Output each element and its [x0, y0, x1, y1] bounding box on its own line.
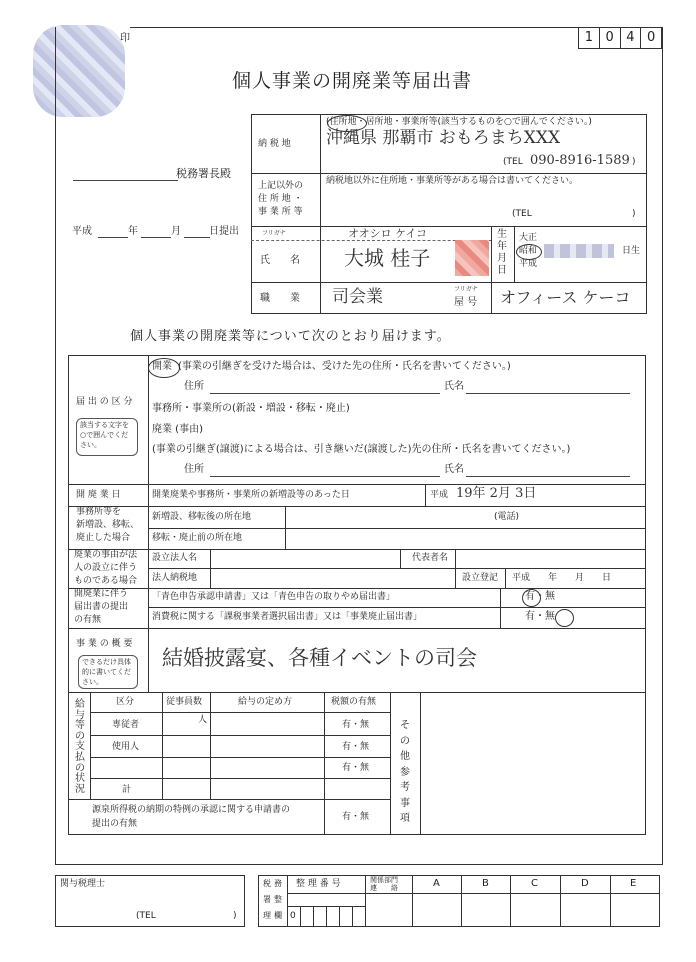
yago-value: オフィース ケーコ [500, 288, 631, 307]
gaiyo-note: できるだけ具体 [82, 658, 131, 666]
submit-year: 年 [128, 226, 138, 237]
job-label: 職 業 [260, 293, 300, 304]
era-showa: 昭和 [519, 246, 538, 256]
name-value: 大城 桂子 [344, 246, 431, 270]
kubun-note: さい。 [80, 441, 101, 449]
teishutsu-label: 開廃業に伴う [74, 589, 129, 599]
kyuyo-char: の [75, 762, 85, 774]
furigana-value: オオシロ ケイコ [348, 227, 427, 240]
kaigyo-label: 開業 [152, 361, 172, 372]
kyuyo-col-kubun: 区分 [116, 697, 135, 707]
sonota-char: 考 [400, 782, 410, 793]
kyuyo-row-senju: 専従者 [112, 720, 140, 730]
submit-day: 日提出 [209, 226, 239, 237]
kyuyo-umu-2: 有・無 [342, 742, 370, 752]
sonota-char: の [400, 735, 410, 747]
zeimu-label: 欄 [274, 911, 282, 920]
mu-circle [555, 609, 574, 627]
setsuritsu-date: 平成 年 月 日 [512, 573, 612, 583]
kyuyo-char: 支 [75, 741, 85, 753]
denwa-label: (電話) [494, 512, 520, 522]
col-b: B [482, 878, 489, 889]
kyuyo-char: 況 [75, 783, 85, 795]
job-value: 司会業 [332, 287, 383, 307]
gaiyo-note: 的に書いてくだ [82, 668, 131, 676]
birth-suffix: 日生 [622, 246, 641, 256]
sonota-char: 参 [400, 766, 410, 778]
jigyosho-text: 事務所・事業所の(新設・増設・移転・廃止) [152, 403, 350, 414]
kyuyo-col-method: 給与の定め方 [238, 697, 293, 707]
kyuyo-char: 給 [75, 699, 85, 710]
kaihai-era: 平成 [430, 490, 449, 500]
iten-label: 移転・廃止前の所在地 [152, 533, 243, 543]
nozei-label: 納 税 地 [258, 139, 291, 149]
yu-circle [522, 589, 541, 607]
gensen-text: 提出の有無 [92, 819, 138, 829]
yago-furigana: フリガナ [454, 286, 478, 293]
kaigyo-note: (事業の引継ぎを受けた場合は、受けた先の住所・氏名を書いてください。) [178, 361, 511, 372]
kyuyo-label [72, 700, 88, 796]
teishutsu-label: 届出書の提出 [74, 602, 129, 612]
form-title: 個人事業の開廃業等届出書 [232, 70, 473, 92]
shozai-label: 廃止した場合 [76, 533, 131, 543]
kyuyo-char: の [75, 730, 85, 742]
kubun-label: 届 出 の 区 分 [76, 397, 133, 407]
kyuyo-char: 状 [75, 773, 85, 785]
shimei-label-1: 氏名 [444, 381, 464, 392]
kankei-label: 連 絡 [370, 884, 398, 892]
other-label-3: 事 業 所 等 [258, 207, 303, 217]
col-a: A [433, 878, 440, 889]
haigyo-note: (事業の引継ぎ(譲渡)による場合は、引き継いだ(譲渡した)先の住所・氏名を書いてください。) [152, 444, 571, 455]
hojin-nozei-label: 法人納税地 [152, 573, 198, 583]
address-value: 沖縄県 那覇市 おもろまちXXX [326, 128, 561, 148]
other-note: 納税地以外に住所地・事業所等がある場合は書いてください。 [326, 176, 579, 186]
kaigyo-circle [148, 358, 180, 378]
zeimu-label: 理 [263, 911, 271, 920]
corner-label: 印 [120, 33, 130, 44]
birth-label: 年 [497, 241, 507, 252]
era-heisei: 平成 [519, 259, 538, 269]
hojin-name-label: 設立法人名 [152, 553, 198, 563]
kyuyo-row-shiyonin: 使用人 [112, 742, 140, 752]
kyuyo-char: 等 [75, 720, 85, 732]
seiri-bango: 整 理 番 号 [296, 879, 341, 889]
tel-close: ) [632, 157, 636, 167]
form-digit: 0 [646, 30, 656, 45]
kaihai-text: 開業廃業や事務所・事業所の新増設等のあった日 [152, 490, 350, 500]
gaiyo-label: 事 業 の 概 要 [76, 639, 133, 649]
showa-circle [516, 244, 542, 260]
hojin-label: ものである場合 [74, 576, 138, 586]
name-label: 氏 名 [260, 255, 300, 266]
kyuyo-char: 払 [75, 751, 85, 763]
kyuyo-col-count: 従事員数 [166, 697, 203, 707]
haigyo-label: 廃業 (事由) [152, 424, 203, 435]
umu-aoiro: 有・無 [525, 591, 555, 602]
nozei-note: (住所地・居所地・事業所等(該当するものを○で囲んでください。) [326, 117, 592, 127]
sonota-char: そ [400, 720, 410, 731]
sonota-char: 事 [400, 797, 410, 809]
col-e: E [630, 878, 637, 889]
kubun-note: ○で囲んでくだ [80, 431, 129, 439]
tel-value: 090-8916-1589 [530, 153, 630, 168]
birth-label: 日 [497, 265, 507, 276]
zeirishi-tel: (TEL [136, 911, 156, 921]
kyuyo-umu-1: 有・無 [342, 720, 370, 730]
hojin-label: 廃業の事由が法 [74, 550, 138, 560]
kyuyo-umu-3: 有・無 [342, 763, 370, 773]
birth-label: 月 [497, 253, 507, 264]
shinsetsu-label: 新増設、移転後の所在地 [152, 512, 252, 522]
zeimu-label: 税 [263, 879, 271, 888]
shozai-label: 事務所等を [76, 507, 122, 517]
gaiyo-note: さい。 [82, 678, 103, 686]
form-digit: 0 [600, 28, 621, 48]
redacted-seal [455, 240, 489, 276]
form-digit: 1 [579, 28, 600, 48]
shozai-label: 新増設、移転、 [76, 520, 140, 530]
shimei-label-2: 氏名 [444, 464, 464, 475]
kaihai-date: 19年 2月 3日 [456, 486, 537, 501]
jusho-label-1: 住所 [184, 381, 204, 392]
tax-office-suffix: 税務署長殿 [176, 167, 231, 180]
other-label-1: 上記以外の [258, 181, 304, 191]
gaiyo-value: 結婚披露宴、各種イベントの司会 [162, 646, 477, 670]
daihyo-label: 代表者名 [412, 553, 449, 563]
kyuyo-unit: 人 [198, 715, 208, 725]
kyuyo-col-tax: 税額の有無 [331, 697, 377, 707]
gensen-umu: 有・無 [342, 812, 370, 822]
aoiro-text: 「青色申告承認申請書」又は「青色申告の取りやめ届出書」 [152, 592, 396, 602]
sonota-label [397, 718, 413, 830]
col-c: C [531, 878, 538, 889]
sonota-char: 他 [400, 751, 410, 762]
sonota-char: 項 [400, 813, 410, 824]
zeimu-label: 整 [274, 895, 282, 904]
other-tel: (TEL [512, 209, 532, 219]
form-digit: 4 [621, 28, 642, 48]
redacted-birthdate [544, 244, 614, 258]
other-tel-close: ) [632, 209, 636, 219]
shohizei-text: 消費税に関する「課税事業者選択届出書」又は「事業廃止届出書」 [152, 612, 423, 622]
zeimu-label: 務 [274, 879, 282, 888]
era-taisho: 大正 [519, 233, 538, 243]
submit-month: 月 [171, 226, 181, 237]
submit-era: 平成 [72, 226, 92, 237]
yago-label: 屋 号 [454, 297, 478, 308]
zeimu-label: 署 [263, 895, 271, 904]
kubun-note: 該当する文字を [80, 421, 129, 429]
zero-digit: 0 [290, 911, 296, 921]
kyuyo-row-kei: 計 [122, 785, 132, 795]
zeirishi-label: 関与税理士 [60, 879, 106, 889]
birth-label: 生 [497, 229, 507, 240]
gensen-text: 源泉所得税の納期の特例の承認に関する申請書の [92, 805, 291, 815]
other-label-2: 住 所 地 ・ [258, 194, 303, 204]
jusho-label-2: 住所 [184, 464, 204, 475]
furigana-label: フリガナ [262, 230, 286, 237]
col-d: D [581, 878, 589, 889]
umu-shohizei: 有・無 [525, 611, 555, 622]
kyuyo-char: 与 [75, 709, 85, 721]
zeirishi-tel-close: ) [233, 911, 237, 921]
kankei-label: 関係部門 [370, 876, 398, 884]
teishutsu-label: の有無 [74, 615, 102, 625]
tel-label: (TEL [503, 157, 523, 167]
hojin-label: 人の設立に伴う [74, 563, 138, 573]
kaihai-label: 開 廃 業 日 [76, 490, 121, 500]
setsuritsu-label: 設立登記 [462, 573, 499, 583]
notice-text: 個人事業の開廃業等について次のとおり届けます。 [130, 329, 451, 344]
